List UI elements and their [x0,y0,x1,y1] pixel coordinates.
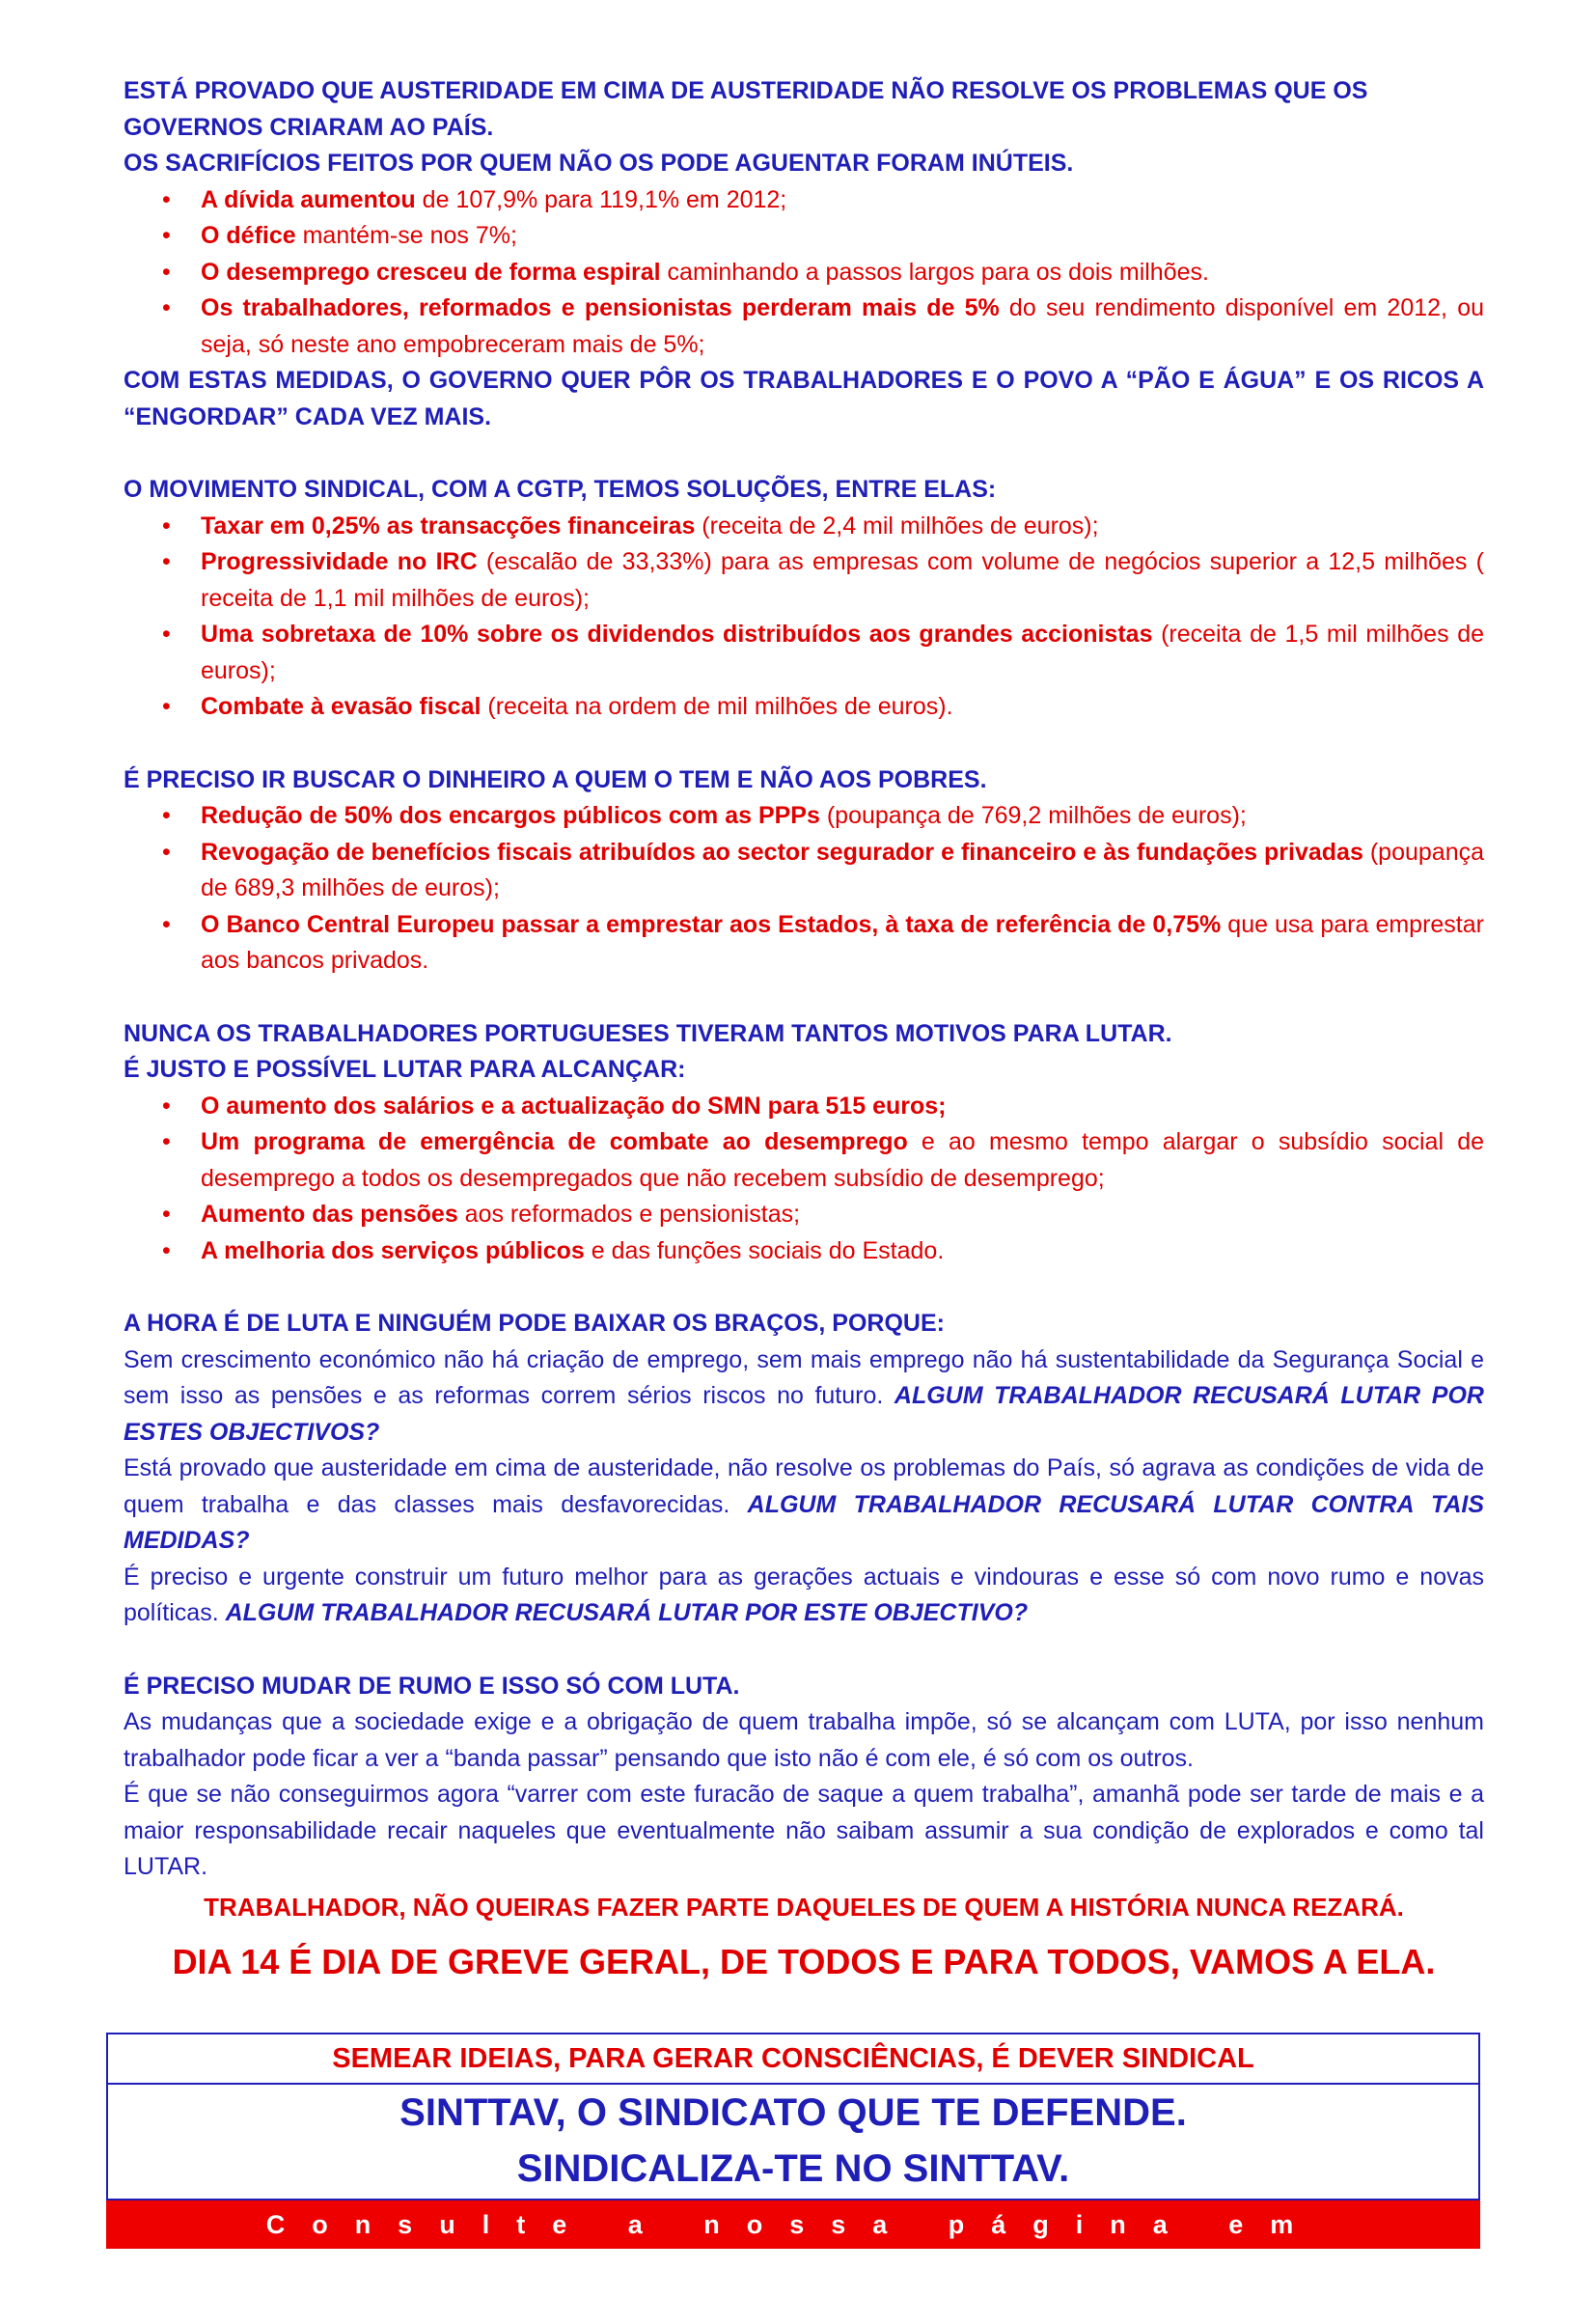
intro-conclusion: COM ESTAS MEDIDAS, O GOVERNO QUER PÔR OS TRABALHADORES E O POVO A “PÃO E ÁGUA” E OS RICOS A “ENGORDAR” CADA VEZ MAIS. [124,367,1484,430]
strike-announcement: DIA 14 É DIA DE GREVE GERAL, DE TODOS E PARA TODOS, VAMOS A ELA. [172,1942,1436,1981]
solutions-bullet-list [124,509,1484,726]
list-item: • Os trabalhadores, reformados e pensionistas perderam mais de 5% do seu rendimento disponível em 2012, ou seja, só neste ano empobreceram mais de 5%; [124,291,1484,363]
list-item: • Um programa de emergência de combate ao desemprego e ao mesmo tempo alargar o subsídio social de desemprego a todos os desempregados que não recebem subsídio de desemprego; [124,1124,1484,1197]
hour-heading: A HORA É DE LUTA E NINGUÉM PODE BAIXAR OS BRAÇOS, PORQUE: [124,1310,945,1337]
list-item: • Redução de 50% dos encargos públicos com as PPPs (poupança de 769,2 milhões de euros); [124,798,1484,835]
fight-bullet-list [124,1089,1484,1270]
list-item: • Combate à evasão fiscal (receita na ordem de mil milhões de euros). [124,689,1484,726]
change-paragraph: É que se não conseguirmos agora “varrer com este furacão de saque a quem trabalha”, amanhã pode ser tarde de mais e a maior responsabilidade recair naqueles que eventualmente não saibam assumir a sua condição de explorados e como tal LUTAR. [124,1781,1484,1880]
money-heading: É PRECISO IR BUSCAR O DINHEIRO A QUEM O TEM E NÃO AOS POBRES. [124,765,987,793]
hour-paragraph: É preciso e urgente construir um futuro melhor para as gerações actuais e vindouras e esse só com novo rumo e novas políticas. ALGUM TRABALHADOR RECUSARÁ LUTAR POR ESTE OBJECTIVO? [124,1563,1484,1626]
list-item: • Uma sobretaxa de 10% sobre os dividendos distribuídos aos grandes accionistas (receita de 1,5 mil milhões de euros); [124,617,1484,689]
intro-subheading: OS SACRIFÍCIOS FEITOS POR QUEM NÃO OS PODE AGUENTAR FORAM INÚTEIS. [124,150,1074,177]
solutions-heading: O MOVIMENTO SINDICAL, COM A CGTP, TEMOS SOLUÇÕES, ENTRE ELAS: [124,476,997,503]
list-item: • O desemprego cresceu de forma espiral caminhando a passos largos para os dois milhões. [124,255,1484,291]
intro-heading: ESTÁ PROVADO QUE AUSTERIDADE EM CIMA DE AUSTERIDADE NÃO RESOLVE OS PROBLEMAS QUE OS GOVERNOS CRIARAM AO PAÍS. [124,77,1368,141]
list-item: • Taxar em 0,25% as transacções financeiras (receita de 2,4 mil milhões de euros); [124,509,1484,545]
change-heading: É PRECISO MUDAR DE RUMO E ISSO SÓ COM LUTA. [124,1672,740,1700]
union-slogan: SEMEAR IDEIAS, PARA GERAR CONSCIÊNCIAS, É DEVER SINDICAL [108,2034,1478,2085]
union-box [106,2033,1480,2200]
hour-paragraph: Está provado que austeridade em cima de austeridade, não resolve os problemas do País, só agrava as condições de vida de quem trabalha e das classes mais desfavorecidas. ALGUM TRABALHADOR RECUSARÁ LUTAR CONTRA TAIS MEDIDAS? [124,1454,1484,1554]
closing-line: TRABALHADOR, NÃO QUEIRAS FAZER PARTE DAQUELES DE QUEM A HISTÓRIA NUNCA REZARÁ. [204,1892,1404,1922]
list-item: • Revogação de benefícios fiscais atribuídos ao sector segurador e financeiro e às fundações privadas (poupança de 689,3 milhões de euros); [124,835,1484,907]
money-bullet-list [124,798,1484,980]
list-item: • O Banco Central Europeu passar a emprestar aos Estados, à taxa de referência de 0,75% que usa para emprestar aos bancos privados. [124,907,1484,980]
list-item: • A melhoria dos serviços públicos e das funções sociais do Estado. [124,1233,1484,1270]
list-item: • O aumento dos salários e a actualização do SMN para 515 euros; [124,1089,1484,1125]
list-item: • Aumento das pensões aos reformados e pensionistas; [124,1197,1484,1233]
change-paragraph: As mudanças que a sociedade exige e a obrigação de quem trabalha impõe, só se alcançam com LUTA, por isso nenhum trabalhador pode ficar a ver a “banda passar” pensando que isto não é com ele, é só com os outros. [124,1708,1484,1772]
list-item: • Progressividade no IRC (escalão de 33,33%) para as empresas com volume de negócios superior a 12,5 milhões ( receita de 1,1 mil milhões de euros); [124,544,1484,617]
leaflet-content [124,73,1484,1985]
union-tagline: SINTTAV, O SINDICATO QUE TE DEFENDE. [399,2091,1187,2134]
union-join-call: SINDICALIZA-TE NO SINTTAV. [516,2147,1070,2190]
fight-subheading: É JUSTO E POSSÍVEL LUTAR PARA ALCANÇAR: [124,1056,686,1083]
hour-paragraph: Sem crescimento económico não há criação de emprego, sem mais emprego não há sustentabilidade da Segurança Social e sem isso as pensões e as reformas correm sérios riscos no futuro. ALGUM TRABALHADOR RECUSARÁ LUTAR POR ESTES OBJECTIVOS? [124,1345,1484,1446]
footer-website-banner: Consulte a nossa página em www.sinttav.org [106,2200,1480,2249]
fight-heading: NUNCA OS TRABALHADORES PORTUGUESES TIVERAM TANTOS MOTIVOS PARA LUTAR. [124,1019,1172,1047]
list-item: • O défice mantém-se nos 7%; [124,218,1484,255]
intro-bullet-list [124,182,1484,364]
list-item: • A dívida aumentou de 107,9% para 119,1% em 2012; [124,182,1484,219]
